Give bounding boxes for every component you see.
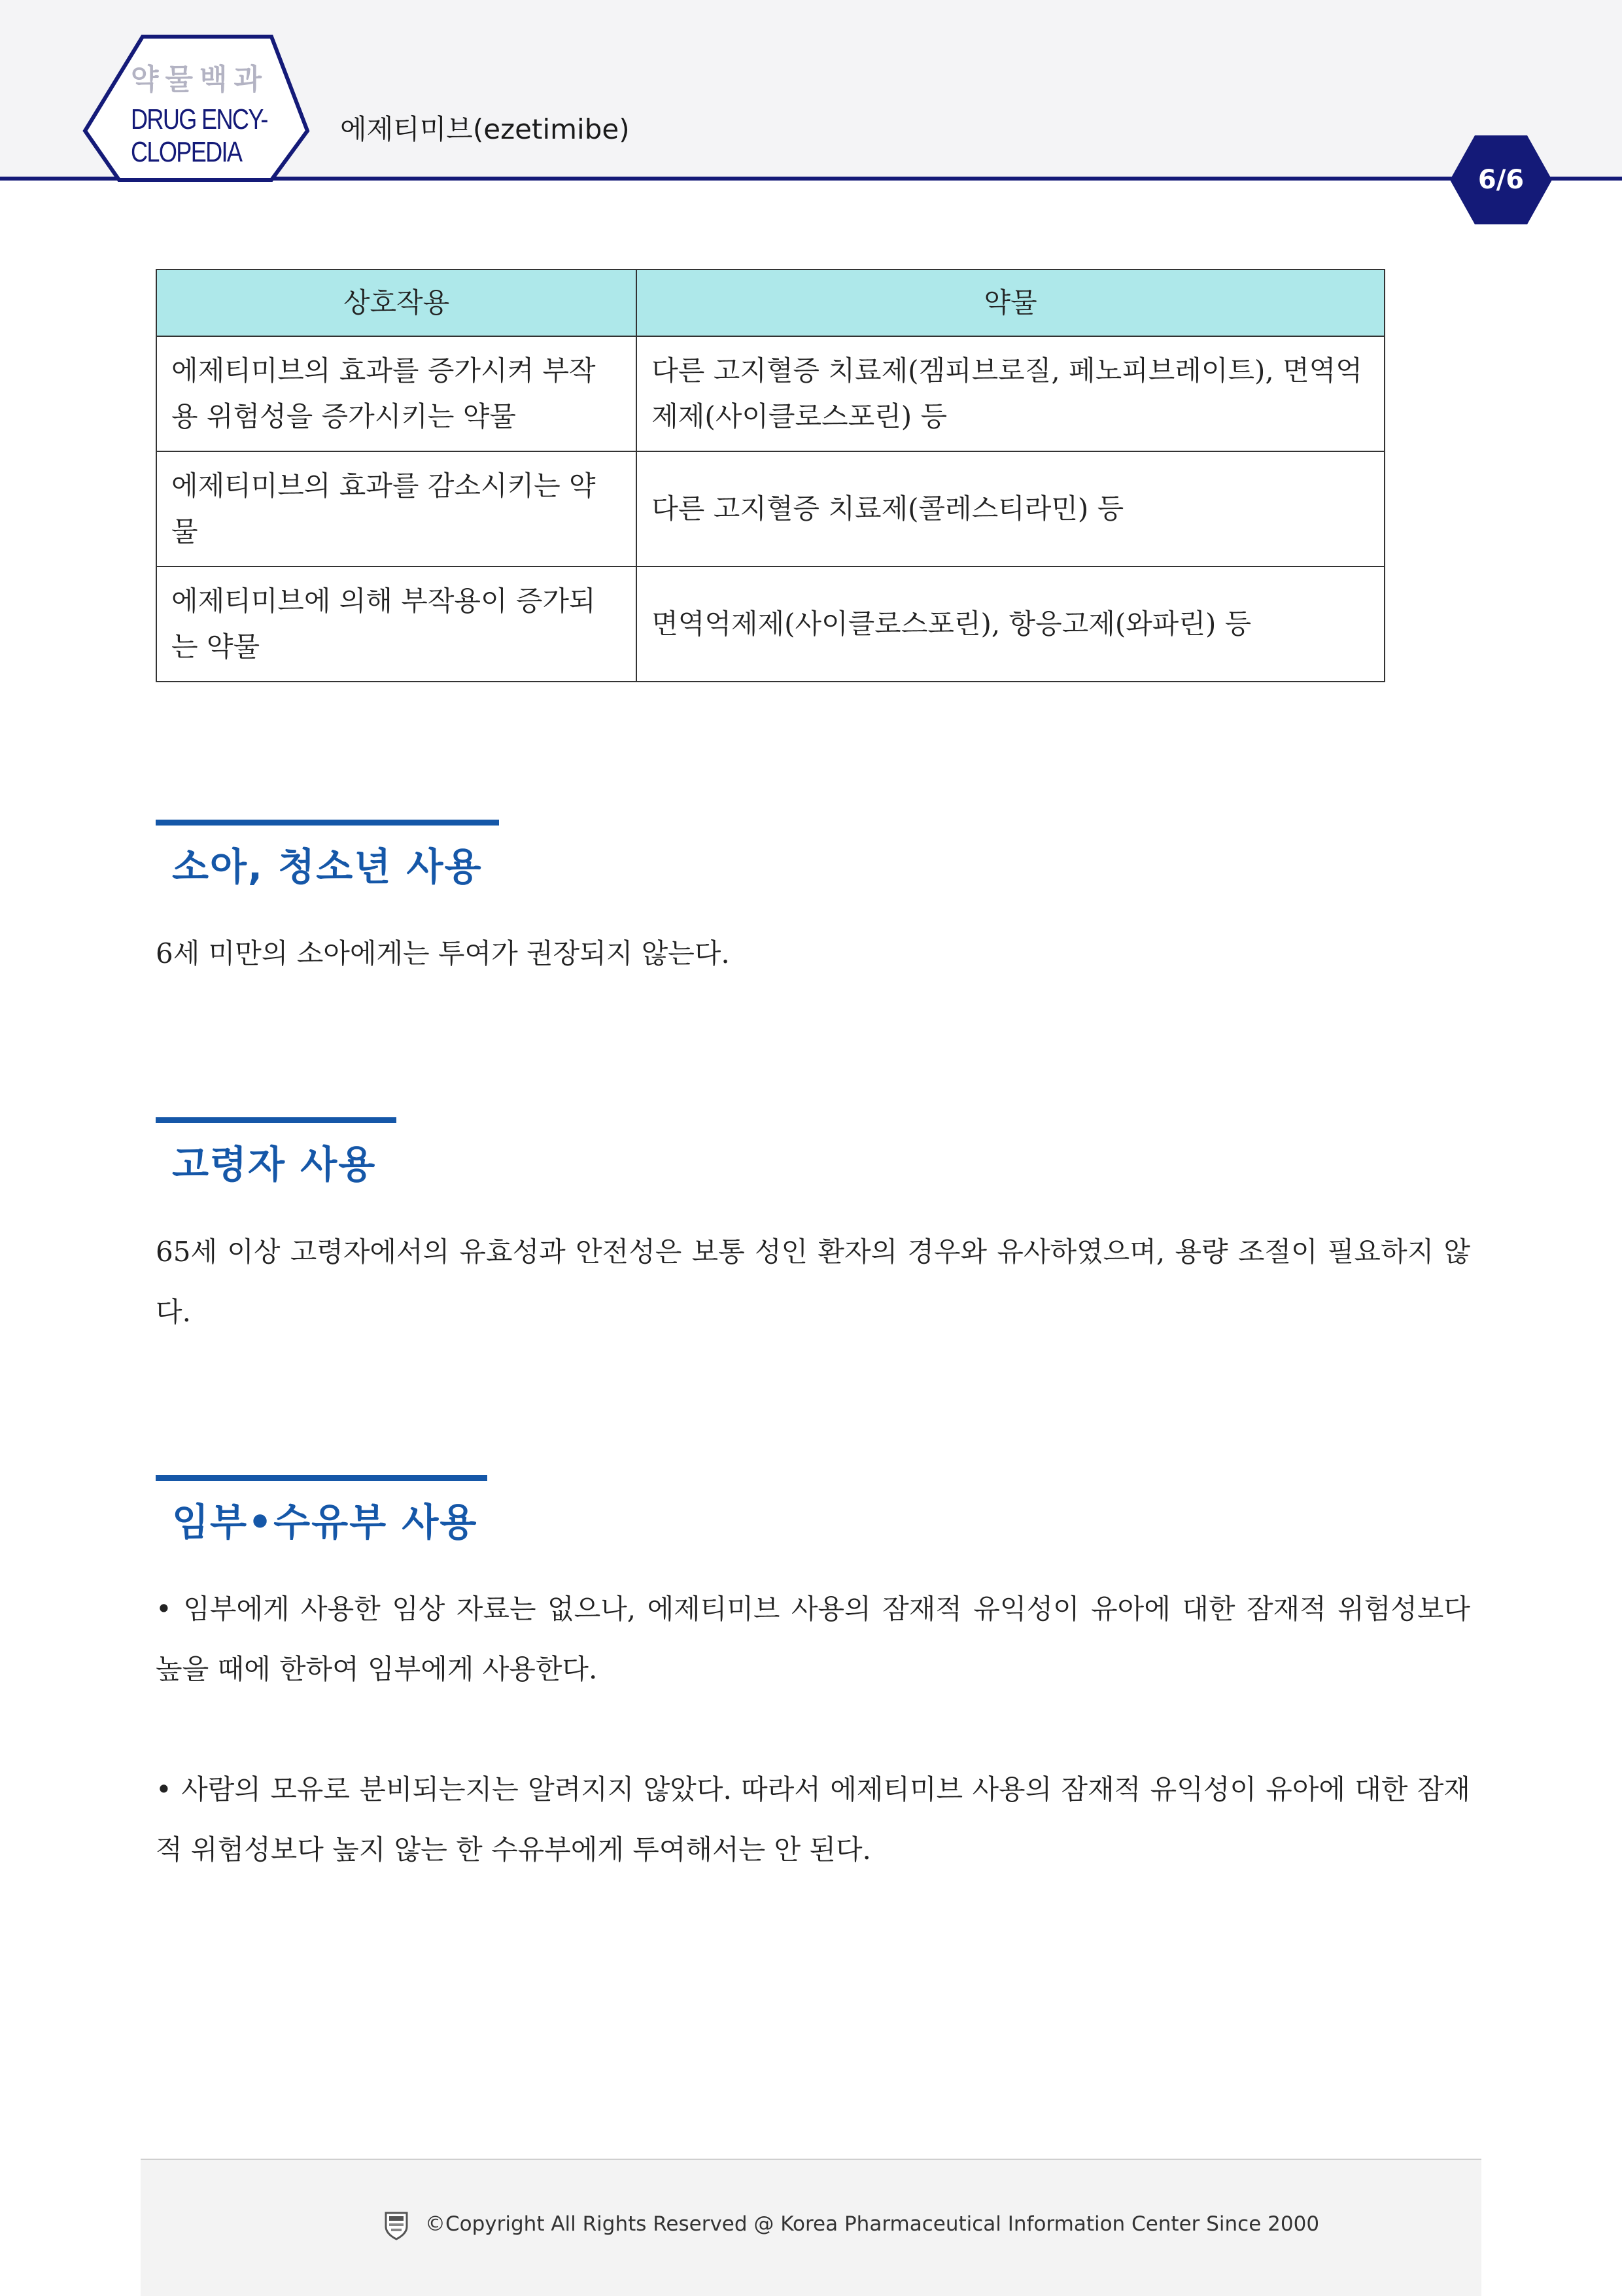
table-cell-drugs: 면역억제제(사이클로스포린), 항응고제(와파린) 등 xyxy=(636,566,1385,682)
interaction-table xyxy=(156,269,1385,682)
shield-icon xyxy=(383,2211,409,2241)
table-header-row xyxy=(156,270,1385,336)
table-cell-drugs: 다른 고지혈증 치료제(겜피브로질, 페노피브레이트), 면역억제제(사이클로스포린) 등 xyxy=(636,336,1385,451)
page-indicator: 6/6 xyxy=(1477,165,1525,195)
table-header-cell: 약물 xyxy=(636,270,1385,336)
section-text-elderly: 65세 이상 고령자에서의 유효성과 안전성은 보통 성인 환자의 경우와 유사하였으며, 용량 조절이 필요하지 않다. xyxy=(156,1236,1470,1328)
table-header-cell: 상호작용 xyxy=(156,270,636,336)
section-bar xyxy=(156,1475,487,1481)
section-bar xyxy=(156,820,499,826)
bullet-pregnancy: • 임부에게 사용한 임상 자료는 없으나, 에제티미브 사용의 잠재적 유익성이 유아에 대한 잠재적 위험성보다 높을 때에 한하여 임부에게 사용한다. xyxy=(156,1593,1470,1685)
logo xyxy=(131,65,288,169)
section-title-pediatric: 소아, 청소년 사용 xyxy=(172,844,483,889)
table-cell-interaction: 에제티미브의 효과를 감소시키는 약물 xyxy=(156,451,636,566)
section-title-pregnancy: 임부•수유부 사용 xyxy=(172,1500,478,1544)
logo-english-line2: CLOPEDIA xyxy=(131,136,242,168)
table-row xyxy=(156,336,1385,451)
logo-korean: 약물백과 xyxy=(131,63,269,96)
table-cell-interaction: 에제티미브에 의해 부작용이 증가되는 약물 xyxy=(156,566,636,682)
table-cell-interaction: 에제티미브의 효과를 증가시켜 부작용 위험성을 증가시키는 약물 xyxy=(156,336,636,451)
table-row xyxy=(156,566,1385,682)
table-row xyxy=(156,451,1385,566)
document-title: 에제티미브(ezetimibe) xyxy=(340,113,630,145)
logo-english-line1: DRUG ENCY- xyxy=(131,103,267,135)
table-cell-drugs: 다른 고지혈증 치료제(콜레스티라민) 등 xyxy=(636,451,1385,566)
footer-copyright: ©Copyright All Rights Reserved @ Korea Pharmaceutical Information Center Since 2000 xyxy=(425,2212,1320,2236)
section-bar xyxy=(156,1117,396,1123)
section-text-pediatric: 6세 미만의 소아에게는 투여가 권장되지 않는다. xyxy=(156,937,730,969)
bullet-lactation: • 사람의 모유로 분비되는지는 알려지지 않았다. 따라서 에제티미브 사용의 잠재적 유익성이 유아에 대한 잠재적 위험성보다 높지 않는 한 수유부에게 투여해서는 안 된다. xyxy=(156,1773,1470,1866)
section-title-elderly: 고령자 사용 xyxy=(172,1142,377,1187)
